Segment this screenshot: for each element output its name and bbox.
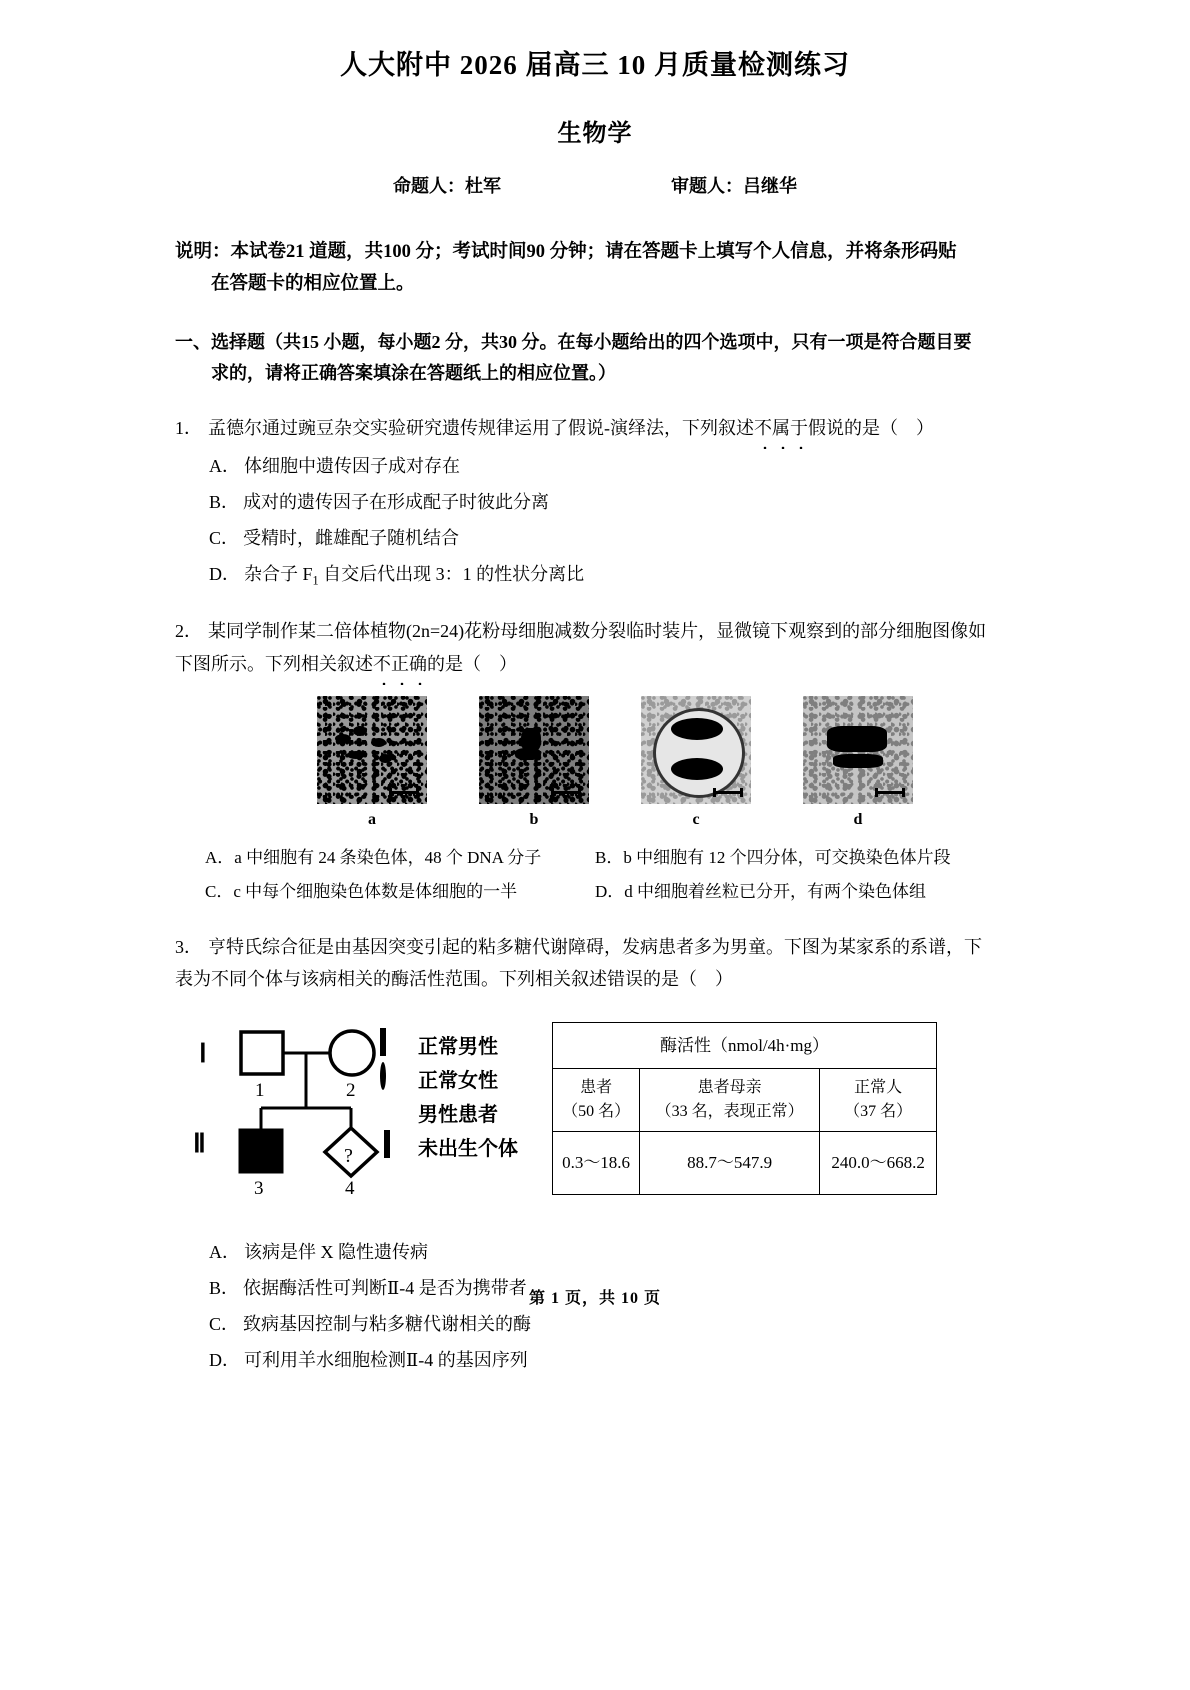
pedigree-unborn-mark: ? [344,1144,353,1167]
generation-label-2: Ⅱ [193,1128,206,1158]
micrograph-image-a [317,696,427,804]
page-title: 人大附中 2026 届高三 10 月质量检测练习 [340,50,850,80]
diamond-open-icon [380,1134,410,1164]
question-1-option-a [175,448,1015,484]
question-1-stem [175,412,1015,444]
question-3-option-c [175,1306,1015,1342]
col-header-line-1: 正常人 [854,1079,903,1097]
question-2-emphasis: 不正确 [373,648,427,680]
micrograph-b [479,696,589,835]
micrograph-image-b [479,696,589,804]
option-text: 该病是伴 X 隐性遗传病 [244,1241,428,1262]
question-1-emphasis: 不属于 [754,412,808,444]
enzyme-activity-table [552,1022,937,1196]
table-col-header-patients [553,1069,640,1132]
table-cell-patients-value: 0.3～18.6 [553,1132,640,1195]
micrograph-c [641,696,751,835]
page-footer: 第 1 页，共 10 页 [528,1290,661,1307]
question-2-number: 2． [175,621,202,642]
question-1-options [175,448,1015,593]
micrograph-label-b: b [529,811,539,829]
option-label: B． [209,1277,240,1298]
pedigree-id-1: 1 [255,1079,265,1101]
option-text: 受精时，雌雄配子随机结合 [243,528,460,549]
option-label: A． [209,1241,240,1262]
col-header-line-1: 患者母亲 [697,1079,762,1097]
table-row [553,1132,937,1195]
option-text: 体细胞中遗传因子成对存在 [244,456,460,477]
exam-instructions [175,236,1015,301]
table-title: 酶活性（nmol/4h·mg） [553,1022,937,1069]
table-header-row [553,1069,937,1132]
question-2-option-d: D．d 中细胞着丝粒已分开，有两个染色体组 [595,881,927,901]
option-subscript: 1 [312,573,319,588]
option-label: D． [209,1349,240,1370]
question-2-option-b: B．b 中细胞有 12 个四分体，可交换染色体片段 [595,847,951,867]
pedigree-id-3: 3 [254,1177,264,1199]
col-header-line-2: （37 名） [844,1103,913,1121]
question-3-number: 3． [175,936,202,957]
instructions-line-1: 说明：本试卷21 道题，共100 分；考试时间90 分钟；请在答题卡上填写个人信息，并将条形码贴 [175,242,957,263]
micrograph-image-d [803,696,913,804]
option-text: 成对的遗传因子在形成配子时彼此分离 [243,492,550,513]
table-cell-normal-value: 240.0～668.2 [820,1132,937,1195]
table-cell-mothers-value: 88.7～547.9 [640,1132,820,1195]
question-1 [175,412,1015,593]
option-text: 致病基因控制与粘多糖代谢相关的酶 [243,1313,532,1334]
col-header-line-1: 患者 [580,1079,613,1097]
micrograph-d [803,696,913,835]
option-label: A． [209,456,240,477]
reviewer-label: 审题人：吕继华 [671,176,797,197]
pedigree-id-4: 4 [345,1177,355,1199]
question-2 [175,615,1015,909]
pedigree-id-2: 2 [346,1079,356,1101]
byline [175,172,1015,198]
option-label: C． [209,528,240,549]
pedigree-individual-II-3 [240,1130,282,1172]
question-3-stem-line-1: 亨特氏综合征是由基因突变引起的粘多糖代谢障碍，发病患者多为男童。下图为某家系的系谱，下 [208,936,982,957]
legend-row-normal-male [380,1030,518,1064]
micrograph-label-c: c [692,811,700,829]
question-3-option-a [175,1234,1015,1270]
legend-label-affected-male: 男性患者 [418,1103,498,1126]
question-2-stem-line-2a: 下图所示。下列相关叙述 [175,653,373,674]
pedigree-individual-I-2 [330,1031,374,1075]
section-heading-line-2: 求的，请将正确答案填涂在答题纸上的相应位置。） [211,363,616,384]
page-content [175,0,1015,1378]
col-header-line-2: （33 名，表现正常） [655,1103,804,1121]
square-filled-icon [380,1100,410,1130]
question-2-stem-line-1: 某同学制作某二倍体植物(2n=24)花粉母细胞减数分裂临时装片，显微镜下观察到的部分细胞图像如 [208,621,987,642]
micrograph-figure [175,696,1015,835]
micrograph-label-a: a [368,811,376,829]
option-label: B． [209,492,240,513]
question-1-stem-part-b: 假说的是（ ） [808,417,934,438]
question-3-stem [175,931,1015,996]
circle-open-icon [380,1066,410,1096]
table-col-header-normal [820,1069,937,1132]
question-1-option-d [175,556,1015,593]
question-1-option-c [175,520,1015,556]
section-heading-multiple-choice [175,327,1015,390]
legend-row-unborn [380,1132,518,1166]
question-2-stem-line-2 [175,648,1015,680]
option-text: 可利用羊水细胞检测Ⅱ-4 的基因序列 [244,1349,528,1370]
option-label: C． [209,1313,240,1334]
legend-row-affected-male [380,1098,518,1132]
col-header-line-2: （50 名） [562,1103,631,1121]
question-2-option-a: A．a 中细胞有 24 条染色体，48 个 DNA 分子 [205,847,542,867]
micrograph-image-c [641,696,751,804]
question-2-options [175,841,1015,909]
question-3-option-d [175,1342,1015,1378]
question-1-number: 1． [175,417,202,438]
question-2-stem [175,615,1015,680]
instructions-line-2: 在答题卡的相应位置上。 [211,274,415,295]
table-title-row [553,1022,937,1069]
pedigree-individual-I-1 [241,1032,283,1074]
legend-label-normal-female: 正常女性 [418,1069,498,1092]
option-label: D． [209,564,240,585]
question-3-figure [175,1014,1015,1214]
section-heading-line-1: 一、选择题（共15 小题，每小题2 分，共30 分。在每小题给出的四个选项中，只有一项是符合题目要 [175,331,972,352]
generation-label-1: Ⅰ [199,1038,207,1068]
question-1-option-b [175,484,1015,520]
option-text: 依据酶活性可判断Ⅱ-4 是否为携带者 [243,1277,527,1298]
question-2-option-c: C．c 中每个细胞染色体数是体细胞的一半 [205,881,518,901]
question-1-stem-part-a: 孟德尔通过豌豆杂交实验研究遗传规律运用了假说-演绎法，下列叙述 [208,417,754,438]
question-3-stem-line-2: 表为不同个体与该病相关的酶活性范围。下列相关叙述错误的是（ ） [175,969,733,990]
pedigree-chart [185,1014,530,1214]
table-col-header-mothers [640,1069,820,1132]
square-open-icon [380,1032,410,1062]
legend-row-normal-female [380,1064,518,1098]
author-label: 命题人：杜军 [393,176,501,197]
question-3 [175,931,1015,1378]
legend-label-normal-male: 正常男性 [418,1035,498,1058]
option-text-post: 自交后代出现 3：1 的性状分离比 [318,564,585,585]
legend-label-unborn: 未出生个体 [418,1137,518,1160]
pedigree-legend [380,1030,518,1166]
question-2-stem-line-2b: 的是（ ） [427,653,517,674]
subject-title: 生物学 [557,121,633,148]
option-text-pre: 杂合子 F [244,564,313,585]
micrograph-a [317,696,427,835]
micrograph-label-d: d [853,811,863,829]
